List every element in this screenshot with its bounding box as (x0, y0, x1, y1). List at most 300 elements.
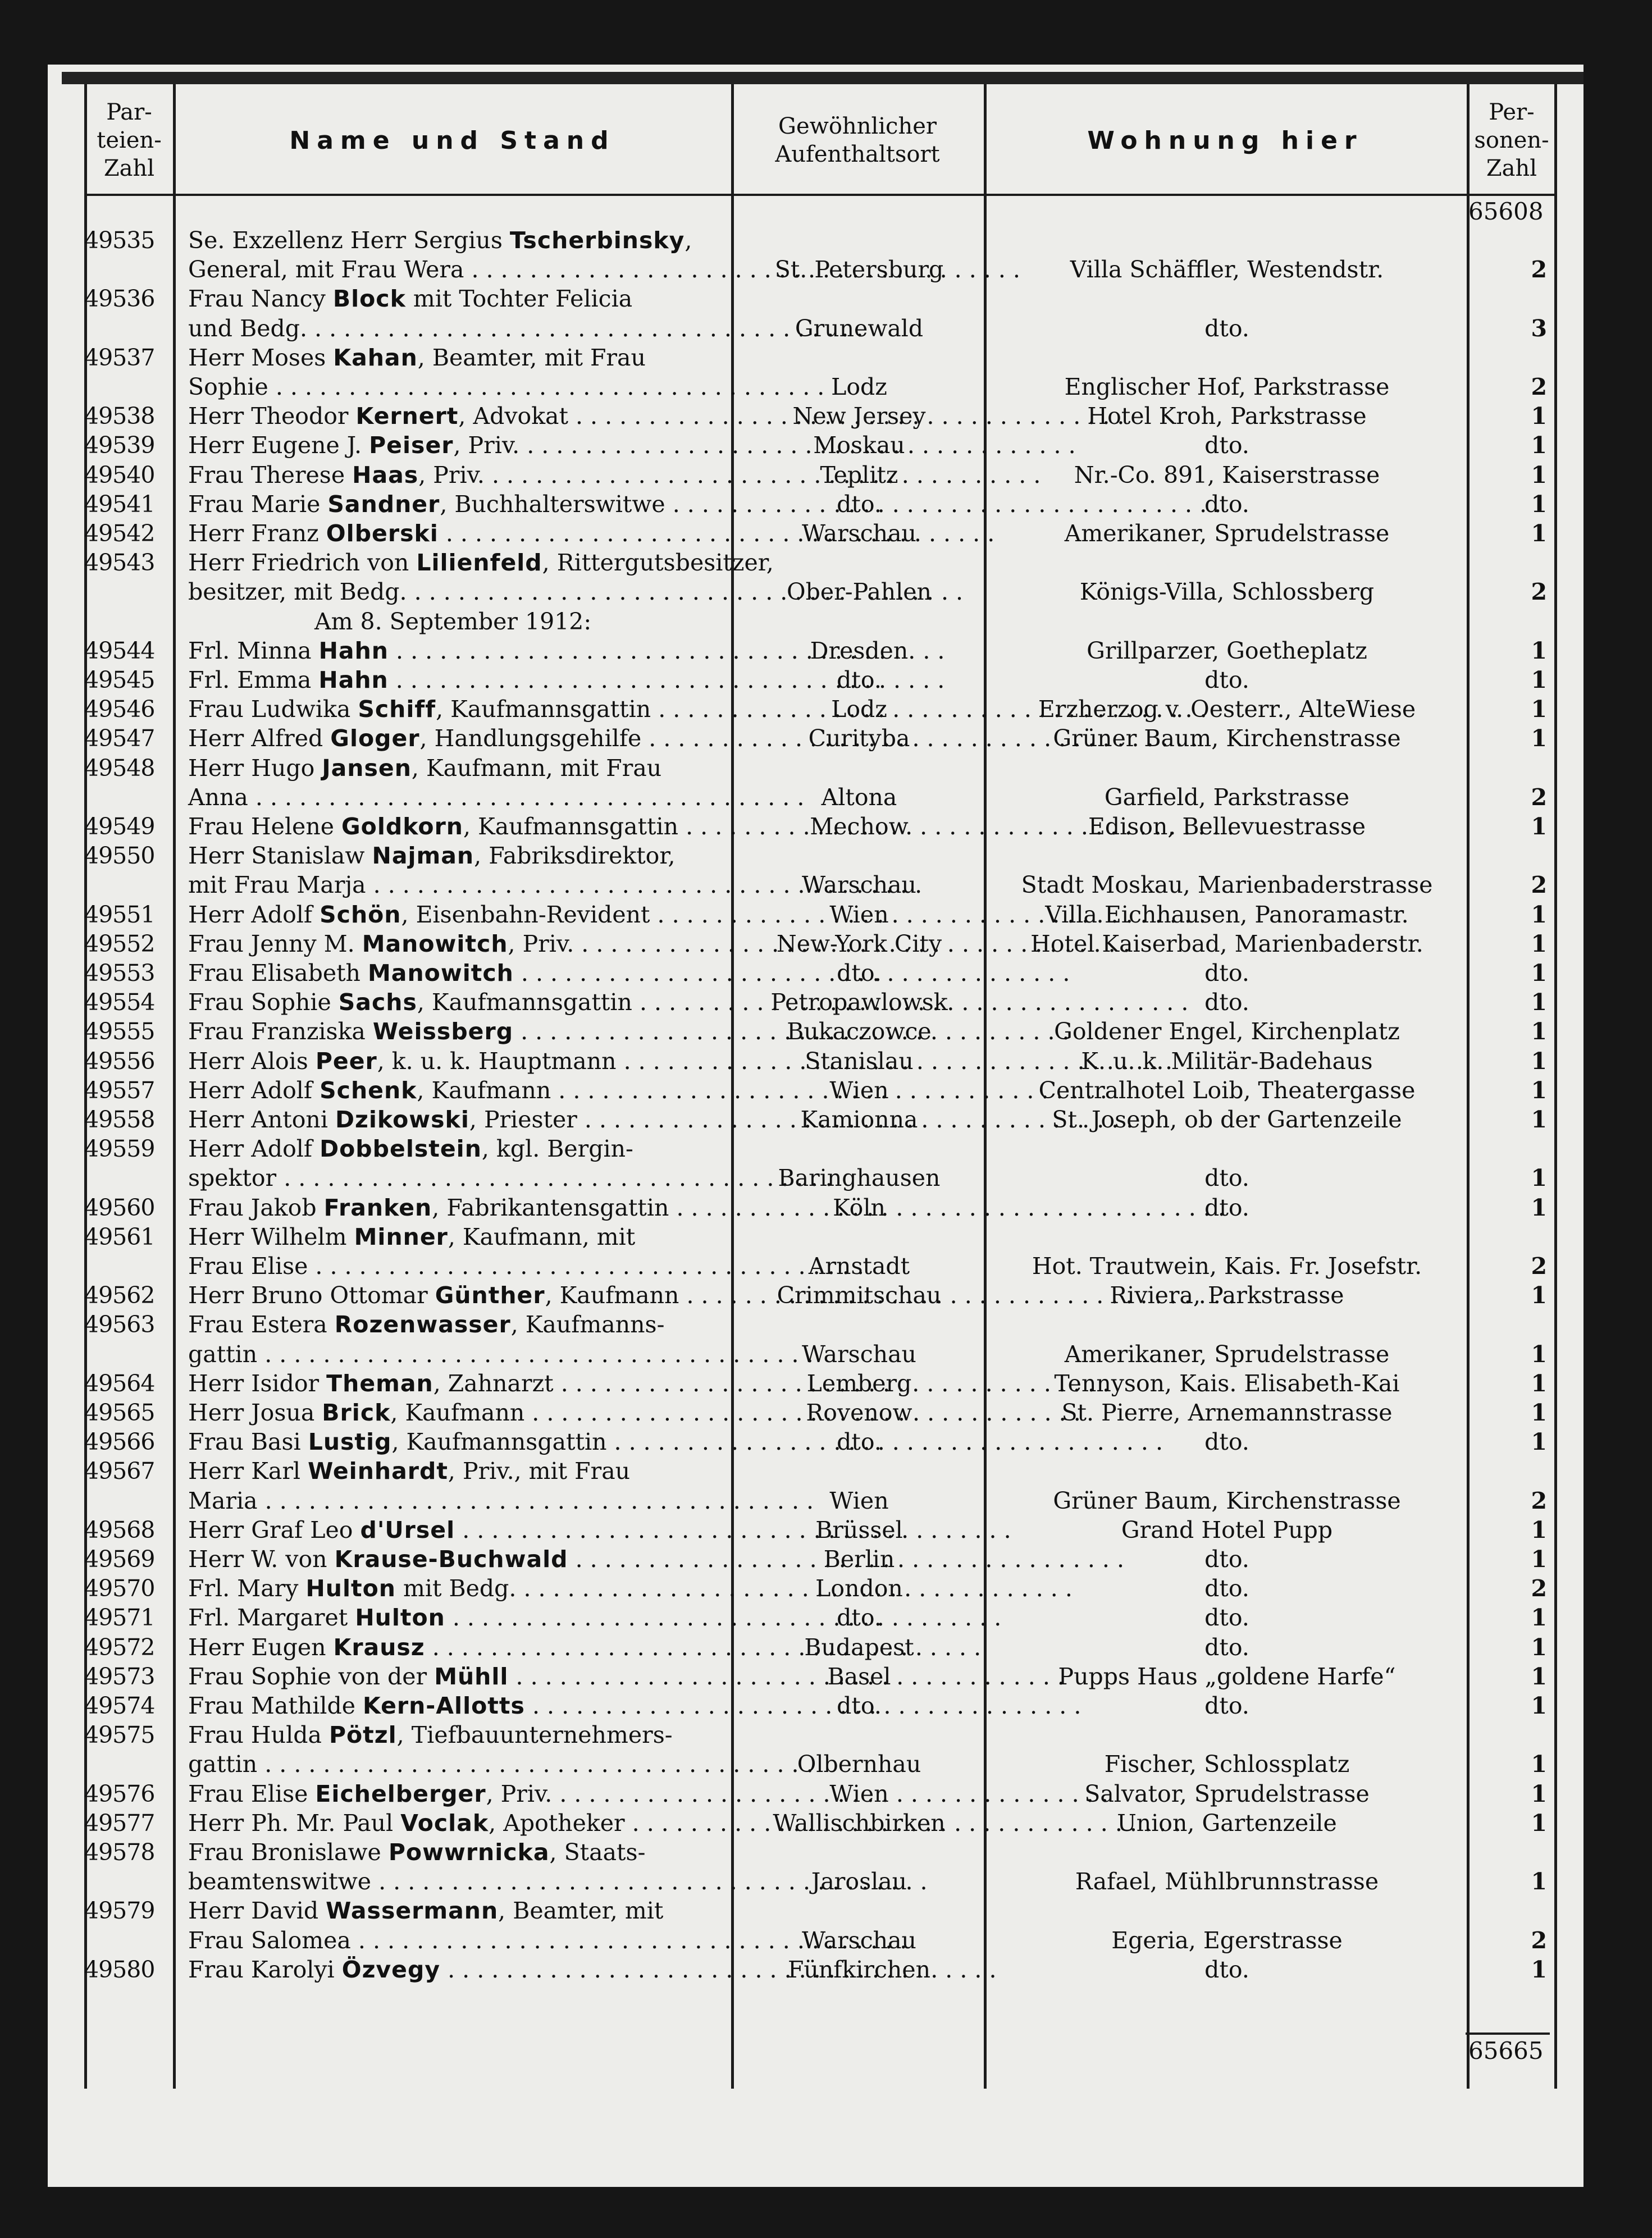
person-count: 1 (1531, 462, 1547, 488)
lodging-address: Tennyson, Kais. Elisabeth-Kai (1054, 1370, 1400, 1397)
person-count: 2 (1531, 256, 1547, 283)
status-text: , Kaufmann (545, 1282, 679, 1309)
lodging-address: Grand Hotel Pupp (1121, 1517, 1333, 1543)
party-number: 49541 (84, 491, 155, 518)
usual-residence: dto. (837, 960, 882, 986)
person-count: 1 (1531, 1048, 1547, 1075)
usual-residence: Mechow (810, 813, 909, 840)
name-text: Herr Bruno Ottomar (188, 1282, 435, 1309)
name-text: gattin (188, 1751, 258, 1778)
person-count: 1 (1531, 1077, 1547, 1104)
usual-residence: Budapest (804, 1634, 914, 1661)
table-row (0, 636, 1652, 665)
lodging-address: Stadt Moskau, Marienbaderstrasse (1021, 871, 1433, 898)
lodging-address: St. Joseph, ob der Gartenzeile (1052, 1106, 1402, 1133)
table-row (0, 490, 1652, 519)
table-row (0, 401, 1652, 431)
person-count: 2 (1531, 373, 1547, 400)
name-cell (188, 1750, 727, 1779)
name-cell (188, 284, 727, 313)
name-cell (188, 1691, 727, 1720)
person-count: 1 (1531, 1956, 1547, 1983)
name-text: Frau Estera (188, 1311, 335, 1338)
table-row (0, 958, 1652, 988)
party-number: 49547 (84, 725, 155, 752)
person-count: 1 (1531, 491, 1547, 518)
table-row (0, 988, 1652, 1017)
name-text: Frl. Mary (188, 1575, 306, 1602)
lodging-address: Grüner Baum, Kirchenstrasse (1053, 725, 1401, 752)
lodging-address: dto. (1204, 432, 1249, 459)
surname: Wassermann (326, 1897, 499, 1924)
name-cell (188, 314, 727, 343)
usual-residence: London (815, 1575, 903, 1602)
lodging-address: Villa Eichhausen, Panoramastr. (1045, 901, 1409, 928)
usual-residence: Warschau (802, 1341, 916, 1368)
usual-residence: Lodz (831, 696, 887, 723)
status-text: , Priester (469, 1106, 577, 1133)
party-number: 49560 (84, 1194, 155, 1221)
table-row (0, 1515, 1652, 1545)
name-cell (188, 1574, 727, 1603)
lodging-address: dto. (1204, 1692, 1249, 1719)
table-row (0, 431, 1652, 460)
lodging-address: Amerikaner, Sprudelstrasse (1064, 1341, 1390, 1368)
party-number: 49536 (84, 285, 155, 312)
surname: Schiff (358, 696, 436, 723)
usual-residence: Grunewald (795, 315, 924, 342)
lodging-address: K. u. k. Militär-Badehaus (1081, 1048, 1373, 1075)
status-text: , Handlungsgehilfe (419, 725, 642, 752)
lodging-address: Königs-Villa, Schlossberg (1079, 578, 1375, 605)
name-text: Frau Salomea (188, 1927, 351, 1954)
status-text: , Priv. (453, 432, 520, 459)
status-text: , Kaufmannsgattin (417, 989, 632, 1016)
header-usual-residence: Gewöhnlicher Aufenthaltsort (775, 113, 940, 167)
surname: Dobbelstein (320, 1135, 482, 1162)
party-number: 49558 (84, 1106, 155, 1133)
table-row (0, 1603, 1652, 1632)
usual-residence: Basel (827, 1663, 891, 1690)
surname: Lustig (308, 1428, 392, 1455)
table-row (0, 1955, 1652, 1984)
status-text: , Kaufmann (390, 1399, 525, 1426)
table-row (0, 1076, 1652, 1105)
name-text: Herr Adolf (188, 1135, 320, 1162)
table-row (0, 1105, 1652, 1134)
surname: Weissberg (372, 1018, 514, 1045)
usual-residence: Rovenow (806, 1399, 912, 1426)
name-cell (188, 548, 774, 577)
name-cell (188, 1047, 727, 1076)
table-row (0, 1222, 1652, 1252)
surname: Hahn (318, 666, 389, 693)
usual-residence: Altona (821, 784, 897, 811)
status-text: mit Tochter Felicia (405, 285, 633, 312)
party-number: 49549 (84, 813, 155, 840)
party-number: 49566 (84, 1428, 155, 1455)
usual-residence: Baringhausen (778, 1164, 941, 1191)
name-text: Se. Exzellenz Herr Sergius (188, 227, 510, 254)
name-cell (188, 1926, 727, 1955)
surname: Tscherbinsky (509, 227, 685, 254)
name-cell (188, 1838, 727, 1867)
name-cell (188, 1633, 727, 1662)
name-cell (188, 1076, 727, 1105)
usual-residence: Ober-Pahlen (787, 578, 932, 605)
name-cell (188, 1163, 727, 1193)
usual-residence: Warschau (802, 1927, 916, 1954)
name-text: Herr Theodor (188, 403, 356, 430)
name-cell (188, 1427, 727, 1456)
status-text: , Kaufmannsgattin (436, 696, 651, 723)
name-cell (188, 1105, 727, 1134)
status-text: , Kaufmann, mit Frau (411, 755, 662, 782)
party-number: 49548 (84, 755, 155, 782)
table-row (0, 1486, 1652, 1515)
status-text: , (684, 227, 692, 254)
final-total: 65665 (1468, 2037, 1544, 2065)
usual-residence: Jaroslau (811, 1868, 907, 1895)
party-number: 49570 (84, 1575, 155, 1602)
name-cell (188, 1193, 727, 1222)
status-text: , Fabrikantensgattin (432, 1194, 669, 1221)
surname: Manowitch (362, 930, 508, 957)
lodging-address: St. Pierre, Arnemannstrasse (1061, 1399, 1393, 1426)
name-cell (188, 1808, 727, 1838)
status-text: , Advokat (458, 403, 568, 430)
usual-residence: Wallischbirken (773, 1810, 946, 1837)
name-text: mit Frau Marja (188, 871, 366, 898)
surname: Hulton (355, 1604, 445, 1631)
surname: Gloger (330, 725, 420, 752)
name-text: Herr Isidor (188, 1370, 327, 1397)
usual-residence: Olbernhau (797, 1751, 921, 1778)
surname: Sachs (338, 989, 417, 1016)
status-text: , Kaufmann, mit (448, 1223, 636, 1250)
name-cell (188, 1017, 727, 1046)
status-text: , Tiefbauunternehmers- (396, 1721, 673, 1748)
table-row (0, 460, 1652, 490)
table-row (0, 577, 1652, 606)
usual-residence: Kamionna (800, 1106, 918, 1133)
table-row (0, 1545, 1652, 1574)
table-row (0, 929, 1652, 958)
surname: Schön (320, 901, 401, 928)
name-text: Maria (188, 1487, 258, 1514)
usual-residence: Bukaczowce (787, 1018, 932, 1045)
status-text: , Priv. (418, 462, 485, 488)
party-number: 49556 (84, 1048, 155, 1075)
header-name-status: Name und Stand (289, 126, 615, 155)
surname: Najman (372, 842, 474, 869)
surname: Günther (435, 1282, 545, 1309)
party-number: 49559 (84, 1135, 155, 1162)
name-text: Frau Helene (188, 813, 342, 840)
person-count: 1 (1531, 1018, 1547, 1045)
total-rule (1466, 2033, 1550, 2035)
person-count: 2 (1531, 1253, 1547, 1280)
name-text: Herr Moses (188, 344, 334, 371)
party-number: 49571 (84, 1604, 155, 1631)
person-count: 1 (1531, 901, 1547, 928)
person-count: 1 (1531, 1399, 1547, 1426)
surname: Goldkorn (341, 813, 463, 840)
usual-residence: St. Petersburg (774, 256, 944, 283)
name-text: Frau Basi (188, 1428, 308, 1455)
name-text: Frau Therese (188, 462, 353, 488)
party-number: 49572 (84, 1634, 155, 1661)
person-count: 1 (1531, 930, 1547, 957)
surname: Brick (322, 1399, 391, 1426)
table-row (0, 1369, 1652, 1398)
person-count: 2 (1531, 871, 1547, 898)
table-row (0, 1427, 1652, 1456)
table-row (0, 724, 1652, 753)
table-row (0, 1867, 1652, 1896)
surname: Kahan (333, 344, 418, 371)
surname: Peer (315, 1048, 377, 1075)
party-number: 49568 (84, 1517, 155, 1543)
name-cell (188, 1134, 727, 1163)
usual-residence: Arnstadt (808, 1253, 910, 1280)
status-text: , Priv., mit Frau (448, 1458, 631, 1485)
carried-total: 65608 (1468, 198, 1544, 225)
lodging-address: Nr.-Co. 891, Kaiserstrasse (1074, 462, 1380, 488)
person-count: 1 (1531, 1341, 1547, 1368)
table-row (0, 783, 1652, 812)
party-number: 49565 (84, 1399, 155, 1426)
party-number: 49537 (84, 344, 155, 371)
surname: d'Ursel (360, 1517, 455, 1543)
party-number: 49573 (84, 1663, 155, 1690)
name-text: Herr Adolf (188, 901, 320, 928)
person-count: 1 (1531, 1282, 1547, 1309)
lodging-address: dto. (1204, 1575, 1249, 1602)
name-cell (188, 343, 727, 372)
name-cell (188, 1603, 727, 1632)
party-number: 49557 (84, 1077, 155, 1104)
table-row (0, 1633, 1652, 1662)
status-text: , kgl. Bergin- (481, 1135, 633, 1162)
name-cell (188, 636, 727, 665)
surname: Haas (352, 462, 419, 488)
name-cell (188, 1662, 727, 1691)
party-number: 49574 (84, 1692, 155, 1719)
party-number: 49577 (84, 1810, 155, 1837)
header-party-count: Par- teien- Zahl (97, 99, 162, 181)
table-row (0, 1163, 1652, 1193)
lodging-address: dto. (1204, 960, 1249, 986)
table-row (0, 255, 1652, 284)
table-row (0, 1310, 1652, 1339)
surname: Theman (326, 1370, 433, 1397)
name-cell (188, 665, 727, 695)
surname: Hahn (318, 637, 389, 664)
party-number: 49546 (84, 696, 155, 723)
table-row (0, 1896, 1652, 1925)
table-row (0, 343, 1652, 372)
name-text: Frau Ludwika (188, 696, 358, 723)
header-lodging: Wohnung hier (1087, 126, 1363, 155)
person-count: 1 (1531, 960, 1547, 986)
name-cell (188, 1545, 727, 1574)
party-number: 49569 (84, 1546, 155, 1573)
surname: Powwrnicka (388, 1839, 550, 1866)
lodging-address: dto. (1204, 1604, 1249, 1631)
status-text: , Rittergutsbesitzer, (542, 549, 774, 576)
name-text: Frau Mathilde (188, 1692, 363, 1719)
usual-residence: Stanislau (805, 1048, 914, 1075)
lodging-address: Grillparzer, Goetheplatz (1087, 637, 1367, 664)
name-cell (188, 1896, 727, 1925)
usual-residence: Brüssel (815, 1517, 903, 1543)
person-count: 2 (1531, 1927, 1547, 1954)
surname: Hulton (305, 1575, 396, 1602)
lodging-address: Hot. Trautwein, Kais. Fr. Josefstr. (1032, 1253, 1422, 1280)
table-row (0, 314, 1652, 343)
lodging-address: dto. (1204, 666, 1249, 693)
usual-residence: Moskau (813, 432, 905, 459)
lodging-address: Egeria, Egerstrasse (1111, 1927, 1343, 1954)
name-text: Anna (188, 784, 248, 811)
person-count: 2 (1531, 1575, 1547, 1602)
table-row (0, 372, 1652, 401)
table-row (0, 900, 1652, 929)
name-cell (188, 460, 727, 490)
name-cell (188, 1486, 727, 1515)
name-cell (188, 372, 727, 401)
status-text: , Kaufmannsgattin (463, 813, 679, 840)
name-cell (188, 1398, 727, 1427)
party-number: 49578 (84, 1839, 155, 1866)
person-count: 1 (1531, 637, 1547, 664)
party-number: 49552 (84, 930, 155, 957)
name-text: spektor (188, 1164, 277, 1191)
date-heading (0, 607, 1652, 636)
name-text: Frau Jakob (188, 1194, 324, 1221)
date-heading-text: Am 8. September 1912: (314, 608, 592, 635)
name-text: Herr Adolf (188, 1077, 320, 1104)
lodging-address: dto. (1204, 989, 1249, 1016)
name-cell (188, 900, 727, 929)
surname: Block (332, 285, 406, 312)
lodging-address: dto. (1204, 1956, 1249, 1983)
name-text: und Bedg. (188, 315, 308, 342)
surname: Kernert (355, 403, 459, 430)
table-row (0, 1779, 1652, 1808)
name-text: Herr David (188, 1897, 326, 1924)
status-text: , Priv. (486, 1780, 553, 1807)
party-number: 49539 (84, 432, 155, 459)
status-text: , Kaufmanns- (510, 1311, 665, 1338)
usual-residence: Fünfkirchen (787, 1956, 931, 1983)
name-text: besitzer, mit Bedg. (188, 578, 407, 605)
usual-residence: Warschau (802, 871, 916, 898)
name-text: Herr Eugene J. (188, 432, 369, 459)
table-row (0, 1134, 1652, 1163)
surname: Manowitch (368, 960, 514, 986)
name-text: Frau Hulda (188, 1721, 329, 1748)
lodging-address: Centralhotel Loib, Theatergasse (1038, 1077, 1416, 1104)
table-row (0, 1720, 1652, 1750)
name-cell (188, 783, 727, 812)
party-number: 49542 (84, 520, 155, 547)
usual-residence: Berlin (823, 1546, 895, 1573)
person-count: 1 (1531, 1428, 1547, 1455)
lodging-address: Fischer, Schlossplatz (1104, 1751, 1350, 1778)
table-row (0, 1691, 1652, 1720)
party-number: 49535 (84, 227, 155, 254)
person-count: 1 (1531, 1164, 1547, 1191)
name-text: Frl. Emma (188, 666, 319, 693)
surname: Schenk (320, 1077, 417, 1104)
table-row (0, 1750, 1652, 1779)
surname: Lilienfeld (416, 549, 542, 576)
name-text: Herr Alois (188, 1048, 316, 1075)
person-count: 3 (1531, 315, 1547, 342)
person-count: 1 (1531, 1194, 1547, 1221)
name-text: Herr Alfred (188, 725, 331, 752)
table-row (0, 1662, 1652, 1691)
person-count: 2 (1531, 784, 1547, 811)
name-text: Herr Friedrich von (188, 549, 417, 576)
person-count: 1 (1531, 432, 1547, 459)
name-cell (188, 753, 727, 783)
lodging-address: dto. (1204, 1546, 1249, 1573)
surname: Krause-Buchwald (334, 1546, 568, 1573)
party-number: 49543 (84, 549, 155, 576)
name-cell (188, 1456, 727, 1486)
lodging-address: dto. (1204, 1428, 1249, 1455)
name-cell (188, 1310, 727, 1339)
table-row (0, 226, 1652, 255)
surname: Dzikowski (335, 1106, 469, 1133)
usual-residence: dto. (837, 666, 882, 693)
party-number: 49567 (84, 1458, 155, 1485)
party-number: 49545 (84, 666, 155, 693)
name-cell (188, 870, 727, 899)
table-row (0, 1838, 1652, 1867)
party-number: 49540 (84, 462, 155, 488)
person-count: 1 (1531, 989, 1547, 1016)
name-cell (188, 490, 727, 519)
usual-residence: Wien (829, 1077, 889, 1104)
table-row (0, 753, 1652, 783)
table-row (0, 1340, 1652, 1369)
usual-residence: Curityba (808, 725, 910, 752)
usual-residence: Petropawlowsk (770, 989, 948, 1016)
usual-residence: Dresden (810, 637, 909, 664)
name-text: Frl. Margaret (188, 1604, 355, 1631)
name-cell (188, 1222, 727, 1252)
usual-residence: New-York City (776, 930, 942, 957)
name-text: Frau Marie (188, 491, 328, 518)
lodging-address: Hotel Kroh, Parkstrasse (1087, 403, 1367, 430)
status-text: , Kaufmann (417, 1077, 551, 1104)
surname: Weinhardt (308, 1458, 448, 1485)
name-text: Frau Nancy (188, 285, 333, 312)
lodging-address: Hotel Kaiserbad, Marienbaderstr. (1030, 930, 1423, 957)
name-cell (188, 519, 727, 548)
surname: Mühll (434, 1663, 509, 1690)
status-text: , Staats- (549, 1839, 646, 1866)
table-row (0, 665, 1652, 695)
table-row (0, 1808, 1652, 1838)
status-text: mit Bedg. (395, 1575, 517, 1602)
name-text: beamtenswitwe (188, 1868, 372, 1895)
surname: Sandner (327, 491, 440, 518)
